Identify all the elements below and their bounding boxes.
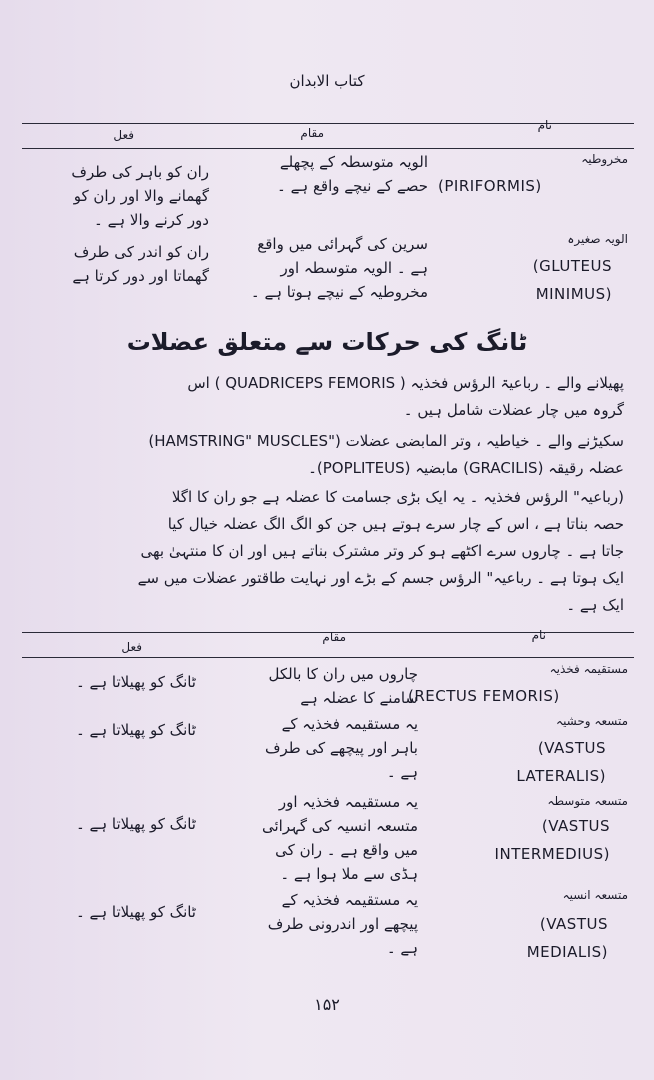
place-line: چاروں میں ران کا بالکل xyxy=(268,665,418,683)
table2-col-name: نام xyxy=(531,628,546,642)
table2-row1-name-urdu: مستقیمہ فخذیہ xyxy=(549,662,628,676)
paragraph-line: حصہ بناتا ہے ، اس کے چار سرے ہوتے ہیں جن کو الگ الگ عضلہ خیال کیا xyxy=(167,515,624,533)
place-line: یہ مستقیمہ فخذیہ کے xyxy=(281,715,418,733)
place-line: الویہ متوسطہ کے پچھلے xyxy=(279,153,428,171)
paragraph-line: گروہ میں چار عضلات شامل ہیں ۔ xyxy=(403,401,624,419)
name-line: MINIMUS) xyxy=(535,285,612,303)
paragraph-line: پھیلانے والے ۔ رباعیۃ الرؤس فخذیہ ( QUADRICEPS FEMORIS ) اس xyxy=(187,374,624,392)
place-line: سرین کی گہرائی میں واقع xyxy=(257,235,428,253)
section-title: ٹانگ کی حرکات سے متعلق عضلات xyxy=(126,328,528,356)
table1-col-place: مقام xyxy=(300,126,324,140)
place-line: باہر اور پیچھے کی طرف xyxy=(264,739,418,757)
table2-row3-action: ٹانگ کو پھیلاتا ہے ۔ xyxy=(76,815,196,833)
action-line: دور کرنے والا ہے ۔ xyxy=(94,211,209,229)
place-line: ہے ۔ xyxy=(386,939,418,957)
page-number: ۱۵۲ xyxy=(314,995,340,1014)
name-line: (VASTUS xyxy=(539,915,608,933)
table2-row3-name-urdu: متسعہ متوسطہ xyxy=(547,794,628,808)
action-line: گھماتا اور دور کرتا ہے xyxy=(72,267,209,285)
table2-row4-name-english xyxy=(482,910,608,966)
name-line: (GLUTEUS xyxy=(532,257,612,275)
paragraph-flexors xyxy=(30,428,624,482)
name-line: (VASTUS xyxy=(537,739,606,757)
paragraph-line: ایک ہے ۔ xyxy=(566,596,624,614)
table1-header-rule xyxy=(22,148,634,149)
table2-row2-name-urdu: متسعہ وحشیہ xyxy=(556,714,628,728)
name-line: MEDIALIS) xyxy=(526,943,608,961)
table2-row2-action: ٹانگ کو پھیلاتا ہے ۔ xyxy=(76,721,196,739)
paragraph-quadriceps xyxy=(30,484,624,619)
table2-row4-place xyxy=(240,888,418,960)
table2-row2-name-english xyxy=(470,734,606,790)
table2-row2-place xyxy=(240,712,418,784)
action-line: ران کو باہر کی طرف xyxy=(71,163,209,181)
table2-header-rule xyxy=(22,657,634,658)
table1-row2-name-english xyxy=(454,252,612,308)
table1-row2-action xyxy=(31,240,209,288)
paragraph-line: سکیڑنے والے ۔ خیاطیہ ، وتر المابضی عضلات ("HAMSTRING" MUSCLES) xyxy=(148,432,624,450)
name-line: LATERALIS) xyxy=(516,767,606,785)
paragraph-line: (رباعیہ" الرؤس فخذیہ ۔ یہ ایک بڑی جسامت کا عضلہ ہے جو ران کا اگلا xyxy=(171,488,624,506)
table2-row4-name-urdu: متسعہ انسیہ xyxy=(562,888,628,902)
table2-row3-place xyxy=(240,790,418,886)
action-line: ران کو اندر کی طرف xyxy=(73,243,209,261)
table2-row3-name-english xyxy=(464,812,610,868)
table2-col-action: فعل xyxy=(121,640,142,654)
name-line: (VASTUS xyxy=(541,817,610,835)
name-line: INTERMEDIUS) xyxy=(494,845,610,863)
table1-col-action: فعل xyxy=(113,128,134,142)
place-line: ہے ۔ الویہ متوسطہ اور xyxy=(280,259,428,277)
action-line: گھمانے والا اور ران کو xyxy=(73,187,209,205)
table1-row2-name-urdu: الویہ صغیرہ xyxy=(567,232,628,246)
table1-row1-name-english: (PIRIFORMIS) xyxy=(438,177,542,195)
table2-col-place: مقام xyxy=(322,630,346,644)
table2-row1-place xyxy=(240,662,418,710)
place-line: مخروطیہ کے نیچے ہوتا ہے ۔ xyxy=(250,283,428,301)
place-line: میں واقع ہے ۔ ران کی xyxy=(275,841,418,859)
table2-row1-name-english: (RECTUS FEMORIS) xyxy=(408,687,560,705)
page-header: کتاب الابدان xyxy=(289,72,365,90)
place-line: یہ مستقیمہ فخذیہ اور xyxy=(278,793,418,811)
table1-row2-place xyxy=(248,232,428,304)
paragraph-line: عضلہ رقیقہ (GRACILIS) مابضیہ (POPLITEUS)۔ xyxy=(308,459,624,477)
table1-row1-place xyxy=(258,150,428,198)
place-line: سامنے کا عضلہ ہے xyxy=(300,689,418,707)
place-line: حصے کے نیچے واقع ہے ۔ xyxy=(277,177,428,195)
place-line: متسعہ انسیہ کی گہرائی xyxy=(261,817,418,835)
paragraph-extensors xyxy=(30,370,624,424)
place-line: ہڈی سے ملا ہوا ہے ۔ xyxy=(280,865,418,883)
place-line: ہے ۔ xyxy=(386,763,418,781)
table2-row1-action: ٹانگ کو پھیلاتا ہے ۔ xyxy=(76,673,196,691)
table1-row1-name-urdu: مخروطیہ xyxy=(581,152,628,166)
table1-col-name: نام xyxy=(537,118,552,132)
paragraph-line: ایک ہوتا ہے ۔ رباعیہ" الرؤس جسم کے بڑے اور نہایت طاقتور عضلات میں سے xyxy=(137,569,624,587)
place-line: یہ مستقیمہ فخذیہ کے xyxy=(281,891,418,909)
table1-row1-action xyxy=(31,160,209,232)
place-line: پیچھے اور اندرونی طرف xyxy=(267,915,418,933)
paragraph-line: جاتا ہے ۔ چاروں سرے اکٹھے ہو کر وتر مشترک بناتے ہیں اور ان کا منتہیٰ بھی xyxy=(140,542,624,560)
table2-row4-action: ٹانگ کو پھیلاتا ہے ۔ xyxy=(76,903,196,921)
